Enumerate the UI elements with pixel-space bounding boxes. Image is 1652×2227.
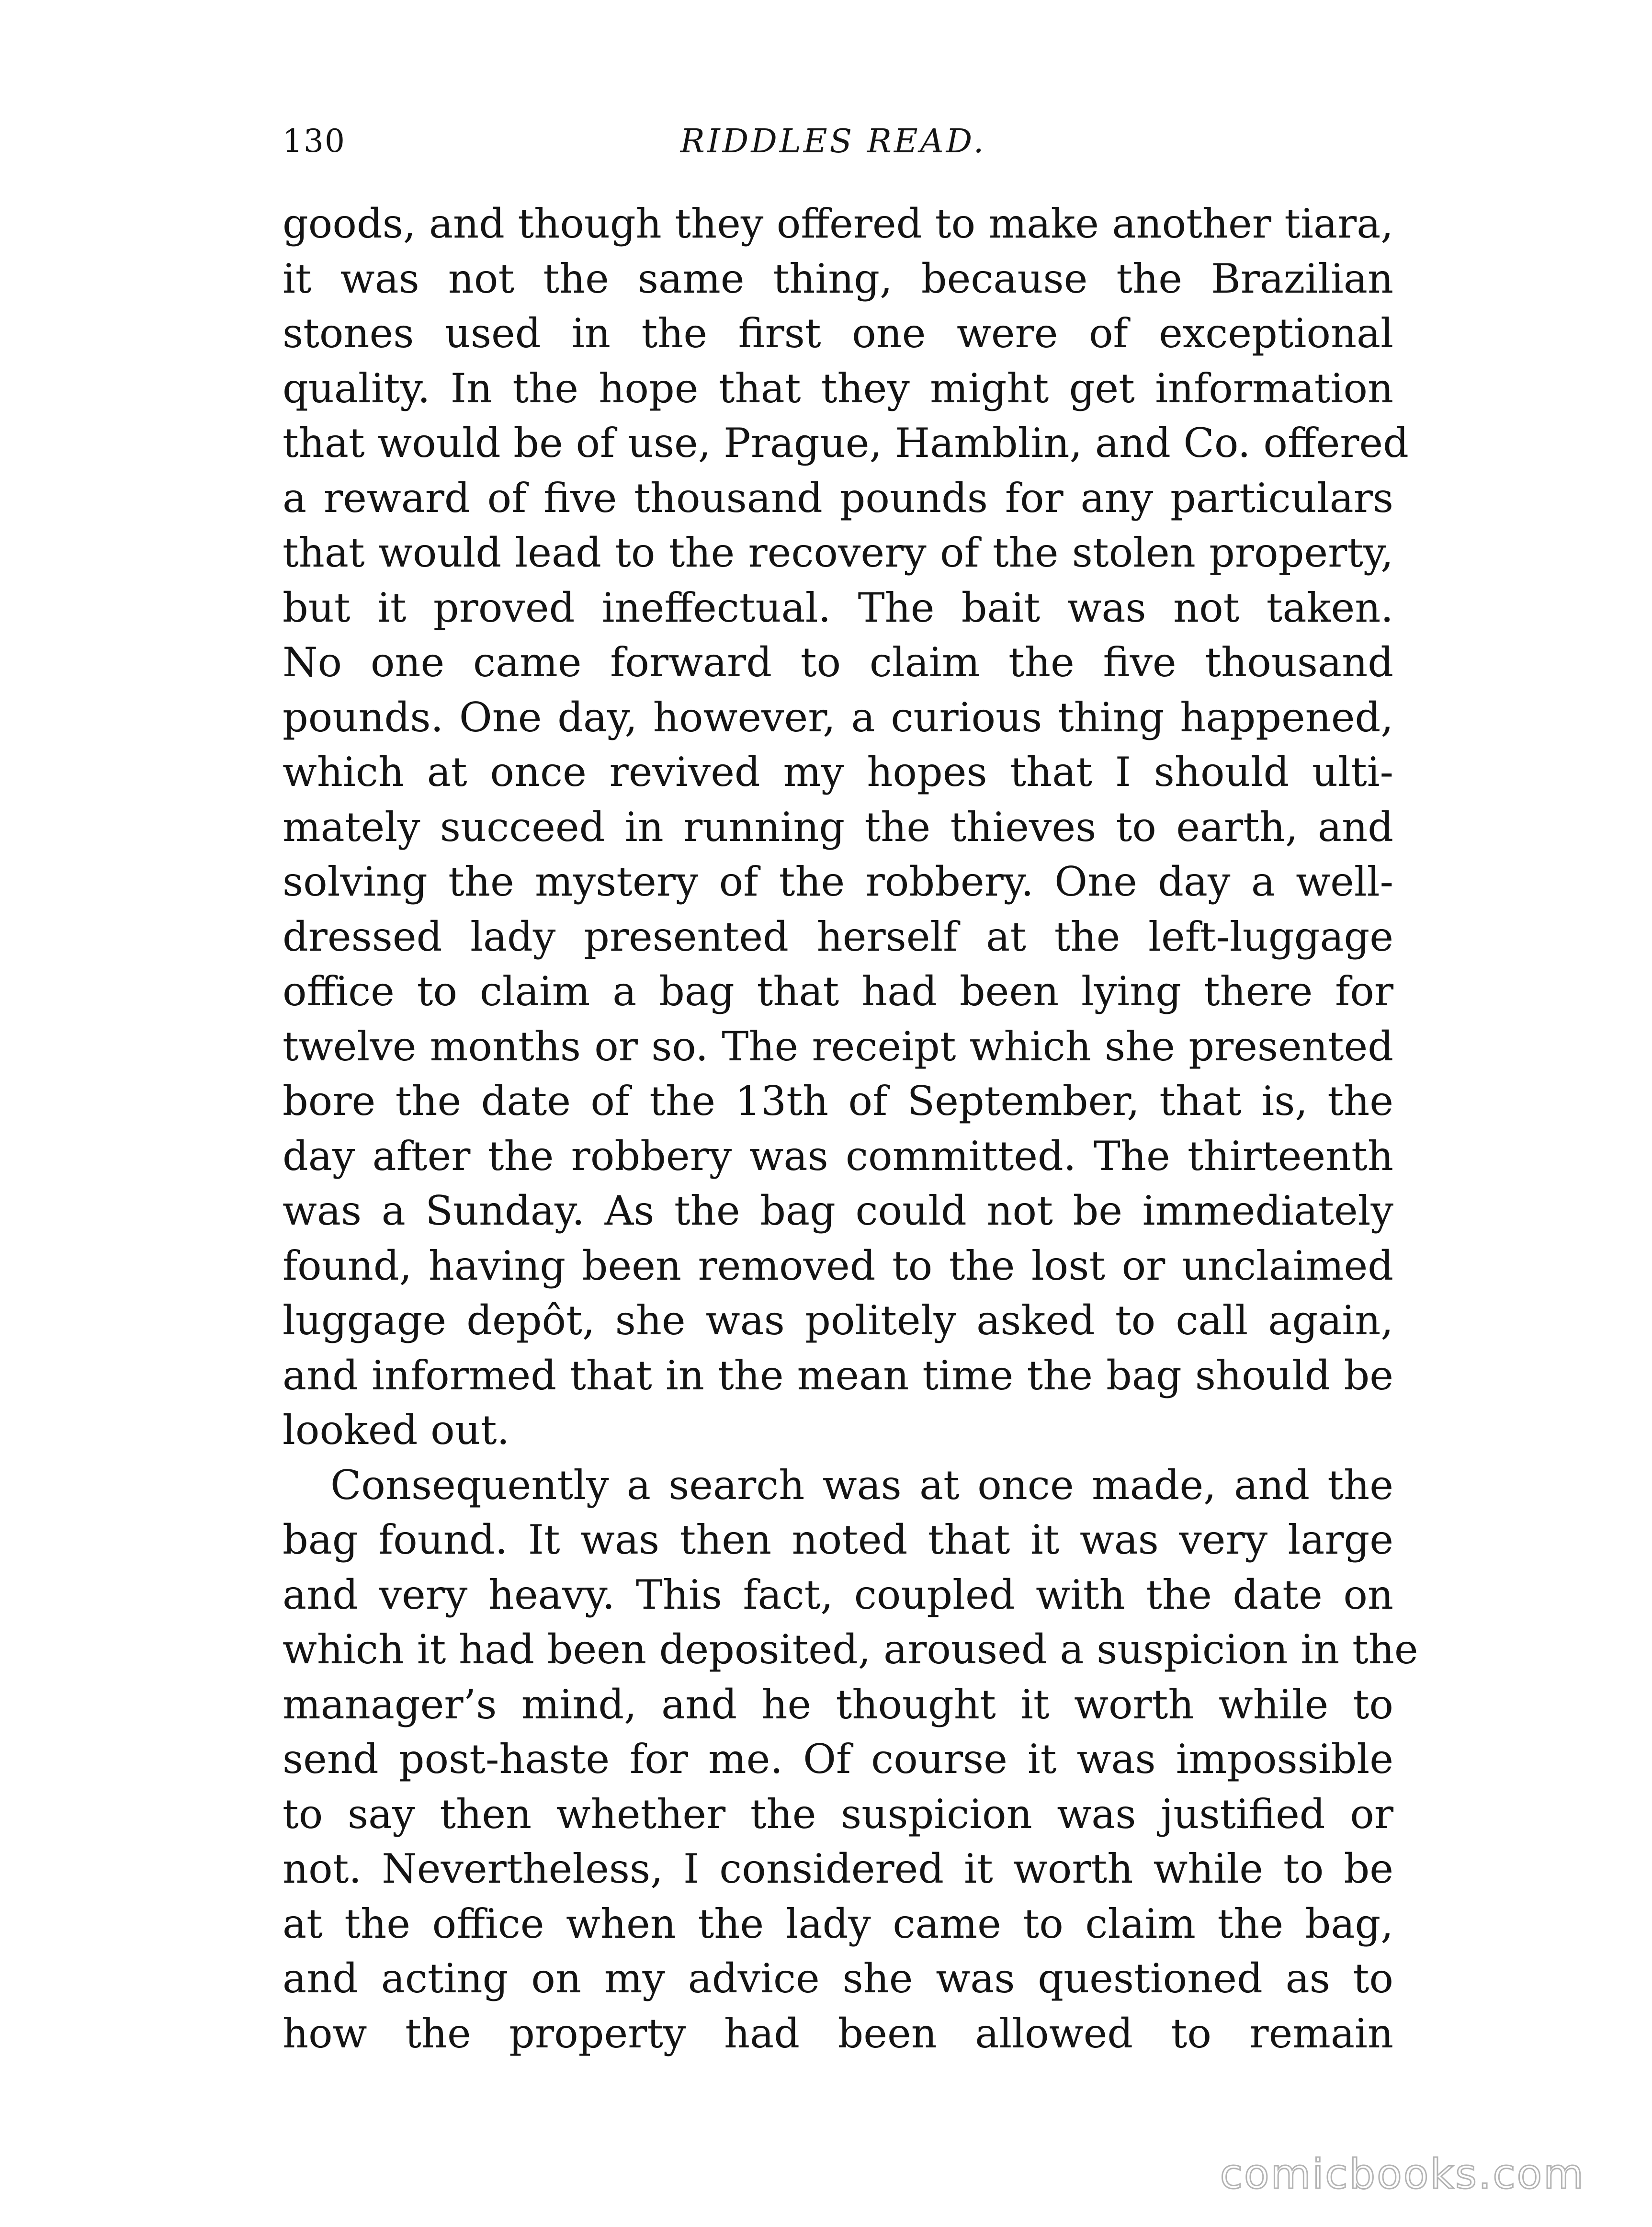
text-line: manager’s mind, and he thought it worth while to <box>283 1681 1393 1728</box>
running-head: RIDDLES READ. <box>680 123 986 160</box>
text-line: mately succeed in running the thieves to earth, and <box>283 803 1393 851</box>
page-number: 130 <box>283 123 346 159</box>
text-line: dressed lady presented herself at the left-luggage <box>283 913 1393 960</box>
text-line: office to claim a bag that had been lying there for <box>283 968 1393 1015</box>
text-line: solving the mystery of the robbery. One day a well- <box>283 858 1393 905</box>
body-text <box>283 196 1418 2061</box>
paragraph-start-line: Consequently a search was at once made, and the <box>330 1461 1393 1509</box>
text-line: twelve months or so. The receipt which she presented <box>283 1023 1393 1070</box>
text-line: quality. In the hope that they might get information <box>283 364 1393 412</box>
text-line: send post-haste for me. Of course it was impossible <box>283 1736 1393 1783</box>
text-line: it was not the same thing, because the Brazilian <box>283 255 1393 302</box>
text-line: which at once revived my hopes that I should ulti- <box>283 749 1393 795</box>
text-line: and very heavy. This fact, coupled with the date on <box>283 1571 1393 1618</box>
text-line: and acting on my advice she was questioned as to <box>283 1955 1393 2002</box>
text-line: bore the date of the 13th of September, that is, the <box>283 1078 1393 1125</box>
page-header <box>283 125 1384 183</box>
text-line: that would be of use, Prague, Hamblin, and Co. offered <box>283 420 1409 466</box>
text-line: to say then whether the suspicion was justified or <box>283 1790 1393 1838</box>
paragraph-end-line: looked out. <box>283 1407 510 1454</box>
text-line: and informed that in the mean time the bag should be <box>283 1352 1393 1399</box>
text-line: was a Sunday. As the bag could not be immediately <box>283 1187 1393 1234</box>
text-line: No one came forward to claim the five thousand <box>283 639 1393 686</box>
text-line: luggage depôt, she was politely asked to call again, <box>283 1297 1393 1344</box>
text-line: pounds. One day, however, a curious thing happened, <box>283 693 1393 741</box>
text-line: which it had been deposited, aroused a suspicion in the <box>283 1626 1418 1673</box>
text-line: bag found. It was then noted that it was very large <box>283 1516 1393 1563</box>
text-line: but it proved ineffectual. The bait was not taken. <box>283 584 1393 631</box>
text-line: goods, and though they offered to make another tiara, <box>283 200 1393 247</box>
text-line: that would lead to the recovery of the stolen property, <box>283 529 1393 576</box>
text-line: at the office when the lady came to claim the bag, <box>283 1900 1393 1947</box>
watermark: comicbooks.com <box>1220 2150 1585 2198</box>
text-line: found, having been removed to the lost or unclaimed <box>283 1242 1393 1289</box>
text-line: how the property had been allowed to remain <box>283 2010 1393 2057</box>
text-line: not. Nevertheless, I considered it worth while to be <box>283 1845 1393 1892</box>
text-line: day after the robbery was committed. The thirteenth <box>283 1132 1393 1180</box>
text-line: a reward of five thousand pounds for any particulars <box>283 474 1393 522</box>
text-line: stones used in the first one were of exceptional <box>283 310 1393 357</box>
